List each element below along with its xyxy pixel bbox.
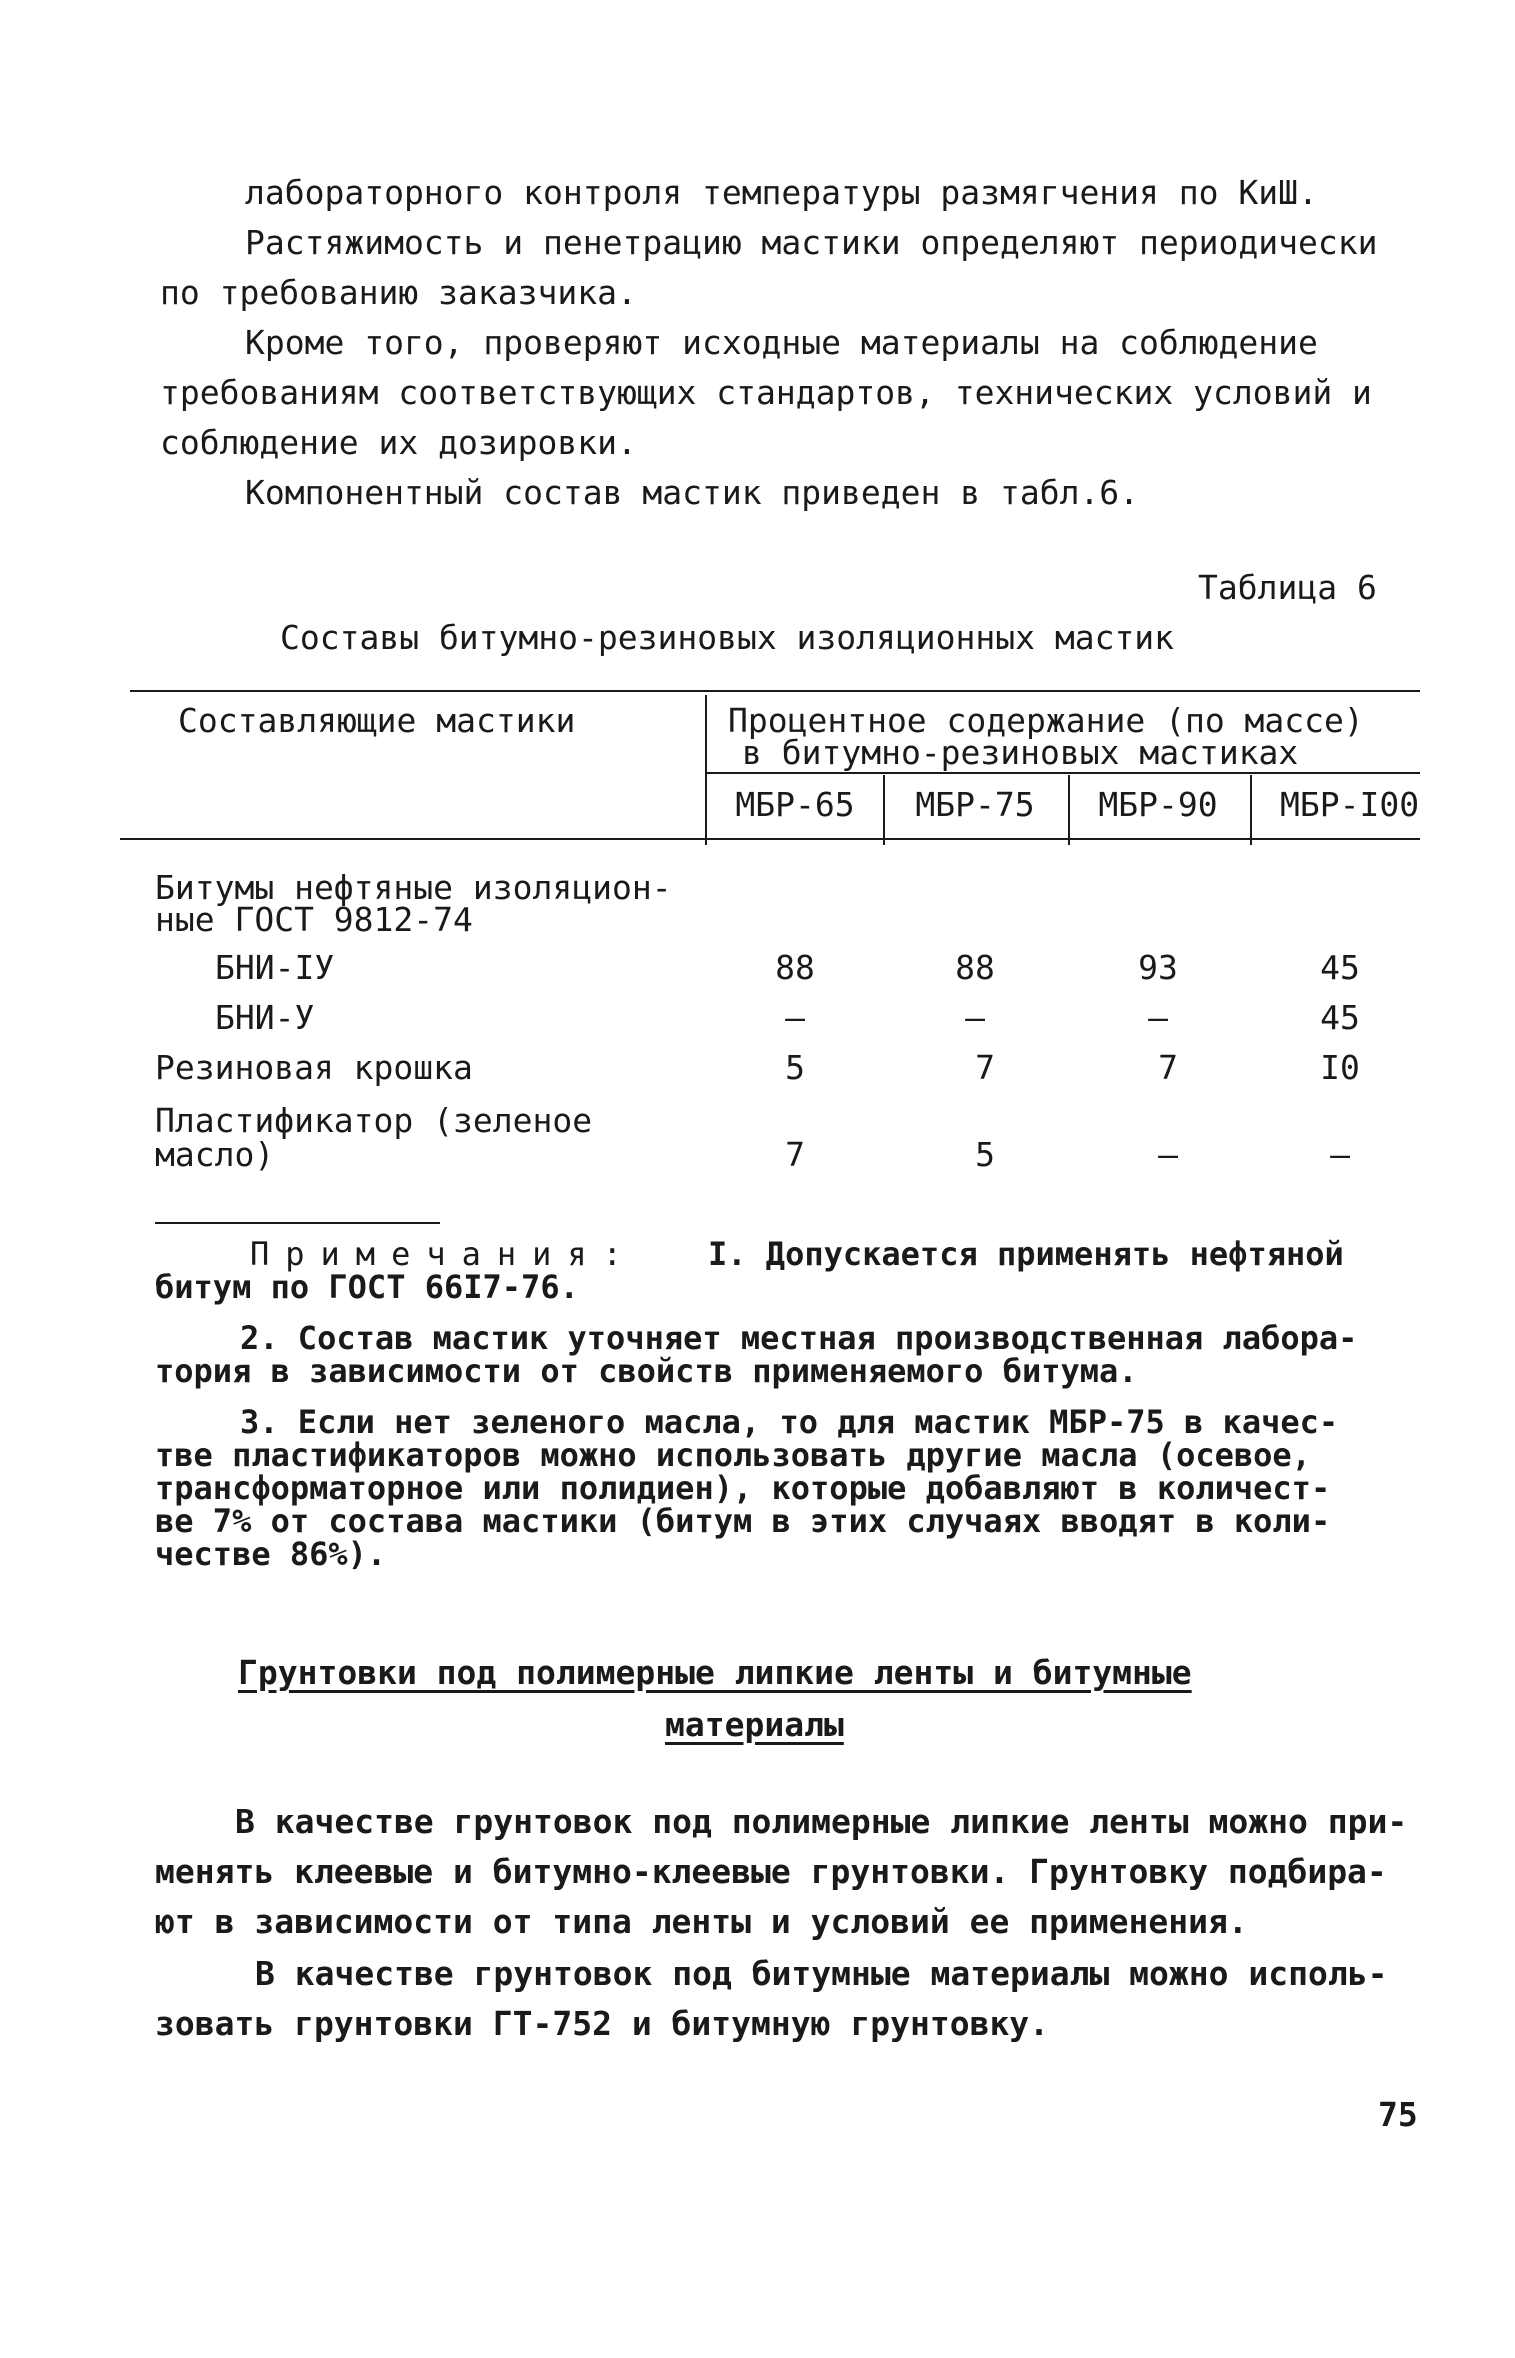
table-header-divider [705,695,707,845]
table-caption: Составы битумно-резиновых изоляционных мастик [280,618,1175,657]
table-header-components: Составляющие мастики [178,701,576,740]
table-cell-3-3: 7 [1158,1048,1178,1087]
table-cell-4-1: 7 [785,1135,805,1174]
note-1-line1: I. Допускается применять нефтяной [708,1235,1344,1273]
table-row-label-4-line1: Пластификатор (зеленое [155,1101,593,1140]
note-2-line1: 2. Состав мастик уточняет местная производственная лабора- [240,1319,1358,1357]
section-para1-line2: менять клеевые и битумно-клеевые грунтовки. Грунтовку подбира- [155,1852,1387,1891]
table-col-divider-2 [1068,775,1070,845]
note-3-line5: честве 86%). [155,1535,387,1573]
table-col-header-2: МБР-75 [915,785,1035,824]
intro-line-1: лабораторного контроля температуры размягчения по КиШ. [245,173,1318,212]
table-cell-1-3: 93 [1138,948,1178,987]
table-header-percent-line2: в битумно-резиновых мастиках [742,733,1299,772]
table-number: Таблица 6 [1198,568,1377,607]
note-3-line3: трансформаторное или полидиен), которые добавляют в количест- [155,1469,1331,1507]
intro-line-2: Растяжимость и пенетрацию мастики определяют периодически [245,223,1378,262]
section-heading-line1: Грунтовки под полимерные липкие ленты и битумные [238,1653,1192,1692]
table-header-percent-line1: Процентное содержание (по массе) [728,701,1364,740]
table-subheader-rule [705,772,1420,774]
notes-title-text: Примечания: [250,1235,638,1273]
table-row-label-2: БНИ-У [215,998,315,1037]
notes-title [250,1235,638,1273]
intro-line-6: соблюдение их дозировки. [160,423,637,462]
table-row-label-1: БНИ-IУ [215,948,335,987]
table-top-rule [130,690,1420,692]
table-cell-4-4: – [1330,1135,1350,1174]
table-cell-2-1: – [785,998,805,1037]
note-3-line4: ве 7% от состава мастики (битум в этих случаях вводят в коли- [155,1502,1331,1540]
note-3-line2: тве пластификаторов можно использовать другие масла (осевое, [155,1436,1311,1474]
note-2-line2: тория в зависимости от свойств применяемого битума. [155,1352,1138,1390]
table-cell-3-1: 5 [785,1048,805,1087]
section-para1-line1: В качестве грунтовок под полимерные липкие ленты можно при- [235,1802,1408,1841]
table-cell-1-1: 88 [775,948,815,987]
intro-line-5: требованиям соответствующих стандартов, технических условий и [160,373,1372,412]
table-cell-1-4: 45 [1320,948,1360,987]
intro-line-4: Кроме того, проверяют исходные материалы на соблюдение [245,323,1318,362]
table-cell-4-2: 5 [975,1135,995,1174]
table-col-header-4: МБР-I00 [1280,785,1420,824]
table-cell-2-3: – [1148,998,1168,1037]
intro-line-3: по требованию заказчика. [160,273,637,312]
table-cell-2-2: – [965,998,985,1037]
section-para2-line2: зовать грунтовки ГТ-752 и битумную грунтовку. [155,2004,1050,2043]
page-number: 75 [1378,2095,1418,2134]
table-cell-2-4: 45 [1320,998,1360,1037]
table-cell-1-2: 88 [955,948,995,987]
table-col-divider-3 [1250,775,1252,845]
table-cell-4-3: – [1158,1135,1178,1174]
table-cell-3-2: 7 [975,1048,995,1087]
table-cell-3-4: I0 [1320,1048,1360,1087]
table-header-bottom-rule [120,838,1420,840]
table-col-header-3: МБР-90 [1098,785,1218,824]
note-1-line2: битум по ГОСТ 66I7-76. [155,1268,579,1306]
table-col-header-1: МБР-65 [735,785,855,824]
section-para2-line1: В качестве грунтовок под битумные материалы можно исполь- [255,1954,1388,1993]
table-group-label-line1: Битумы нефтяные изоляцион- [155,868,672,907]
section-para1-line3: ют в зависимости от типа ленты и условий ее применения. [155,1902,1248,1941]
table-group-label-line2: ные ГОСТ 9812-74 [155,900,473,939]
intro-line-7: Компонентный состав мастик приведен в табл.6. [245,473,1140,512]
table-col-divider-1 [883,775,885,845]
section-heading-line2: материалы [665,1705,844,1744]
table-row-label-4-line2: масло) [155,1135,275,1174]
table-row-label-3: Резиновая крошка [155,1048,473,1087]
notes-separator [155,1222,440,1224]
note-3-line1: 3. Если нет зеленого масла, то для мастик МБР-75 в качес- [240,1403,1339,1441]
